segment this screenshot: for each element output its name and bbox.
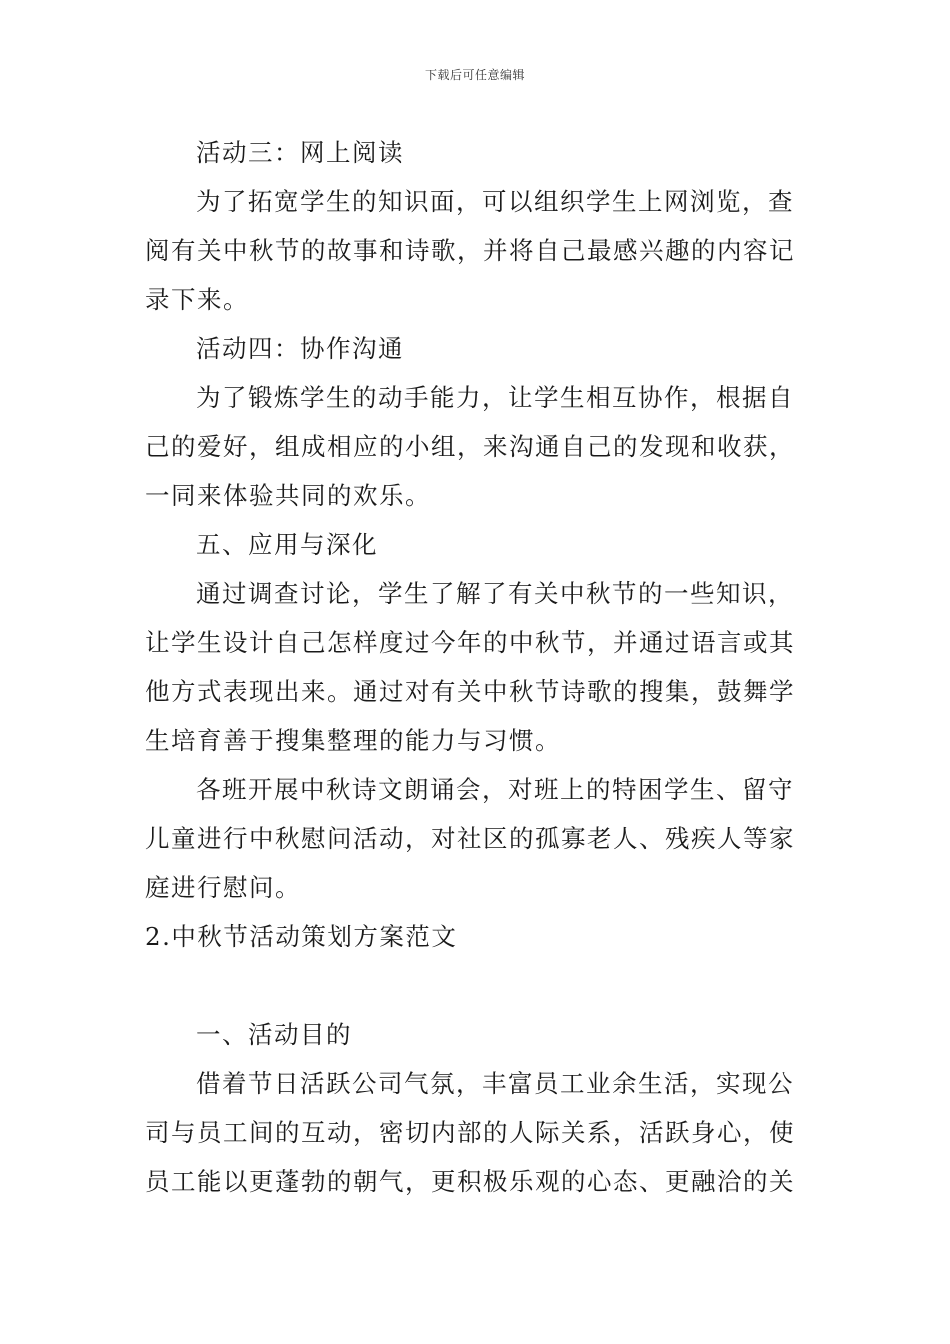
paragraph-line: 儿童进行中秋慰问活动，对社区的孤寡老人、残疾人等家 [145, 824, 795, 853]
section-one-heading: 一、活动目的 [196, 1020, 352, 1049]
paragraph-line: 阅有关中秋节的故事和诗歌，并将自己最感兴趣的内容记 [145, 236, 795, 265]
page-header: 下载后可任意编辑 [424, 68, 525, 82]
paragraph-line: 己的爱好，组成相应的小组，来沟通自己的发现和收获， [145, 432, 795, 461]
paragraph-line: 为了拓宽学生的知识面，可以组织学生上网浏览，查 [196, 187, 794, 216]
document-body [145, 128, 810, 1206]
paragraph-line: 录下来。 [145, 285, 249, 314]
paragraph-line: 员工能以更蓬勃的朝气，更积极乐观的心态、更融洽的关 [145, 1167, 795, 1196]
paragraph-line: 司与员工间的互动，密切内部的人际关系，活跃身心，使 [145, 1118, 795, 1147]
paragraph-line: 各班开展中秋诗文朗诵会，对班上的特困学生、留守 [196, 775, 794, 804]
section-five-heading: 五、应用与深化 [196, 530, 378, 559]
paragraph-line: 为了锻炼学生的动手能力，让学生相互协作，根据自 [196, 383, 794, 412]
paragraph-line: 他方式表现出来。通过对有关中秋节诗歌的搜集，鼓舞学 [145, 677, 795, 706]
paragraph-line: 借着节日活跃公司气氛，丰富员工业余生活，实现公 [196, 1069, 794, 1098]
article-two-title: 2.中秋节活动策划方案范文 [145, 922, 458, 951]
paragraph-line: 一同来体验共同的欢乐。 [145, 481, 431, 510]
blank-spacer [145, 961, 810, 1010]
paragraph-line: 通过调查讨论，学生了解了有关中秋节的一些知识， [196, 579, 794, 608]
paragraph-line: 庭进行慰问。 [145, 873, 301, 902]
activity-three-heading: 活动三：网上阅读 [196, 138, 404, 167]
activity-four-heading: 活动四：协作沟通 [196, 334, 404, 363]
paragraph-line: 生培育善于搜集整理的能力与习惯。 [145, 726, 561, 755]
paragraph-line: 让学生设计自己怎样度过今年的中秋节，并通过语言或其 [145, 628, 795, 657]
